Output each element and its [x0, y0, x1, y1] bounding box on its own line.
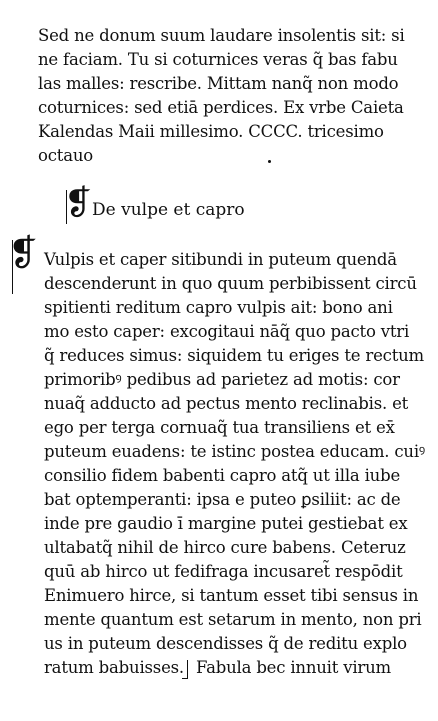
paragraph-mark-stem-icon [12, 240, 13, 294]
text-line: mente quantum est setarum in mento, non pri [44, 610, 422, 629]
text-line: ego per terga cornuaq̃ tua transiliens et ex̄ [44, 418, 395, 437]
text-line: ratum babuisses. [44, 658, 184, 677]
text-line: octauo [38, 146, 94, 165]
text-line: puteum euadens: te istinc postea educam. cuiꝰ [44, 442, 426, 461]
paragraph-mark-stem-icon [66, 190, 67, 224]
text-line: Fabula bec innuit virum [196, 658, 391, 677]
text-line: spitienti reditum capro vulpis ait: bono ani [44, 298, 393, 317]
text-line: nuaq̃ adducto ad pectus mento reclinabis. et [44, 394, 409, 413]
text-line: quū ab hirco ut fedifraga incusaret̃ respōdit [44, 562, 403, 581]
text-line: Sed ne donum suum laudare insolentis sit: si [38, 26, 405, 45]
text-line: Kalendas Maii millesimo. CCCC. tricesimo [38, 122, 384, 141]
closing-bracket-icon [182, 660, 188, 679]
paragraph-mark-icon: ❡ [64, 183, 93, 223]
text-line: las malles: rescribe. Mittam nanq̃ non modo [38, 74, 399, 93]
text-line: consilio fidem babenti capro atq̃ ut illa iube [44, 466, 401, 485]
text-line: primoribꝰ pedibus ad parietez ad motis: cor [44, 370, 400, 389]
text-line: us in puteum descendisses q̃ de reditu explo [44, 634, 407, 653]
text-line: inde pre gaudio ī margine putei gestiebat ex [44, 514, 408, 533]
text-line: ultabatq̃ nihil de hirco cure babens. Ceteruz [44, 538, 406, 557]
decorative-dot [268, 160, 271, 163]
text-line: ne faciam. Tu si coturnices veras q̃ bas fabu [38, 50, 398, 69]
paragraph-mark-icon: ❡ [8, 233, 39, 274]
text-line: mo esto caper: excogitaui nāq̃ quo pacto vtri [44, 322, 410, 341]
text-line: Enimuero hirce, si tantum esset tibi sensus in [44, 586, 419, 605]
text-line: Vulpis et caper sitibundi in puteum quendā [44, 250, 397, 269]
text-line: descenderunt in quo quum perbibissent circū [44, 274, 417, 293]
section-title: De vulpe et capro [92, 200, 245, 220]
text-line: q̃ reduces simus: siquidem tu eriges te rectum [44, 346, 424, 365]
text-line: bat optemperanti: ipsa e puteo ꝑsiliit: ac de [44, 490, 401, 509]
text-line: coturnices: sed etiā perdices. Ex vrbe Caieta [38, 98, 404, 117]
